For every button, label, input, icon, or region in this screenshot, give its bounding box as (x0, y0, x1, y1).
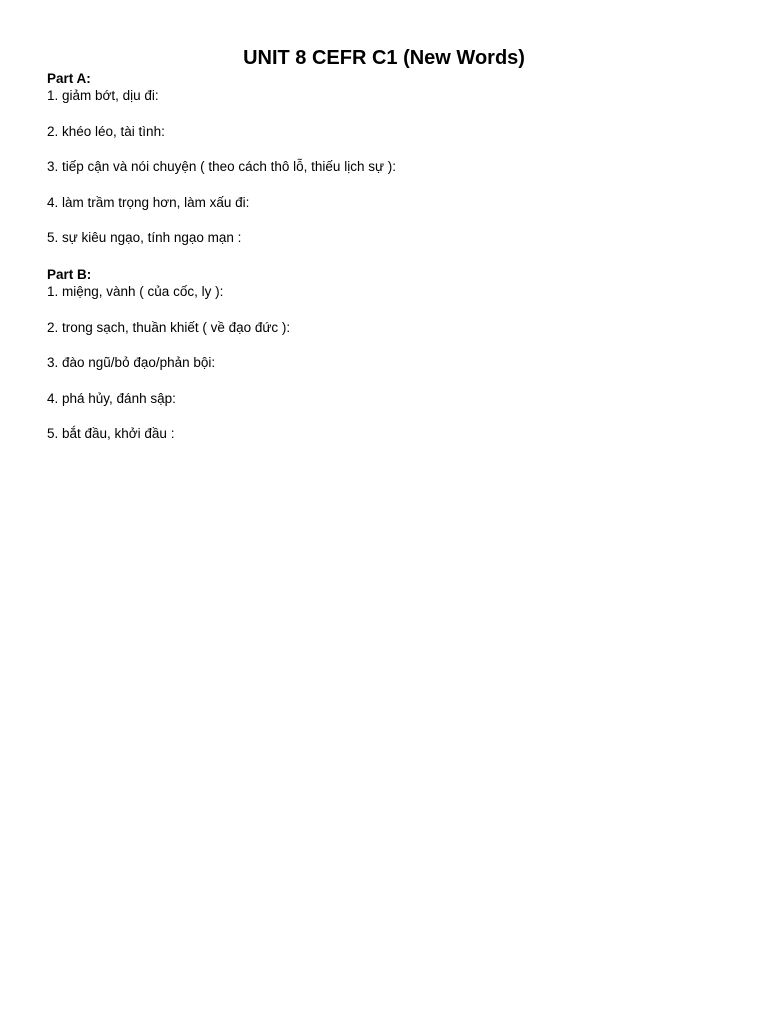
part-a-item-5: 5. sự kiêu ngạo, tính ngạo mạn : (47, 230, 242, 245)
part-b-section (47, 266, 727, 461)
part-b-item-5: 5. bắt đầu, khởi đầu : (47, 426, 175, 441)
part-a-item-1: 1. giảm bớt, dịu đi: (47, 88, 159, 103)
part-a-item-4: 4. làm trầm trọng hơn, làm xấu đi: (47, 194, 250, 210)
part-b-item-2: 2. trong sạch, thuần khiết ( về đạo đức ): (47, 319, 291, 335)
part-b-item-1: 1. miệng, vành ( của cốc, ly ): (47, 284, 224, 299)
part-b-heading: Part B: (47, 267, 92, 282)
document-title: UNIT 8 CEFR C1 (New Words) (243, 47, 525, 69)
part-a-section (47, 70, 727, 265)
part-a-item-3: 3. tiếp cận và nói chuyện ( theo cách thô lỗ, thiếu lịch sự ): (47, 159, 396, 174)
part-a-item-2: 2. khéo léo, tài tình: (47, 123, 165, 139)
part-b-item-4: 4. phá hủy, đánh sập: (47, 390, 176, 406)
part-a-heading: Part A: (47, 71, 91, 86)
part-b-item-3: 3. đào ngũ/bỏ đạo/phản bội: (47, 355, 216, 370)
